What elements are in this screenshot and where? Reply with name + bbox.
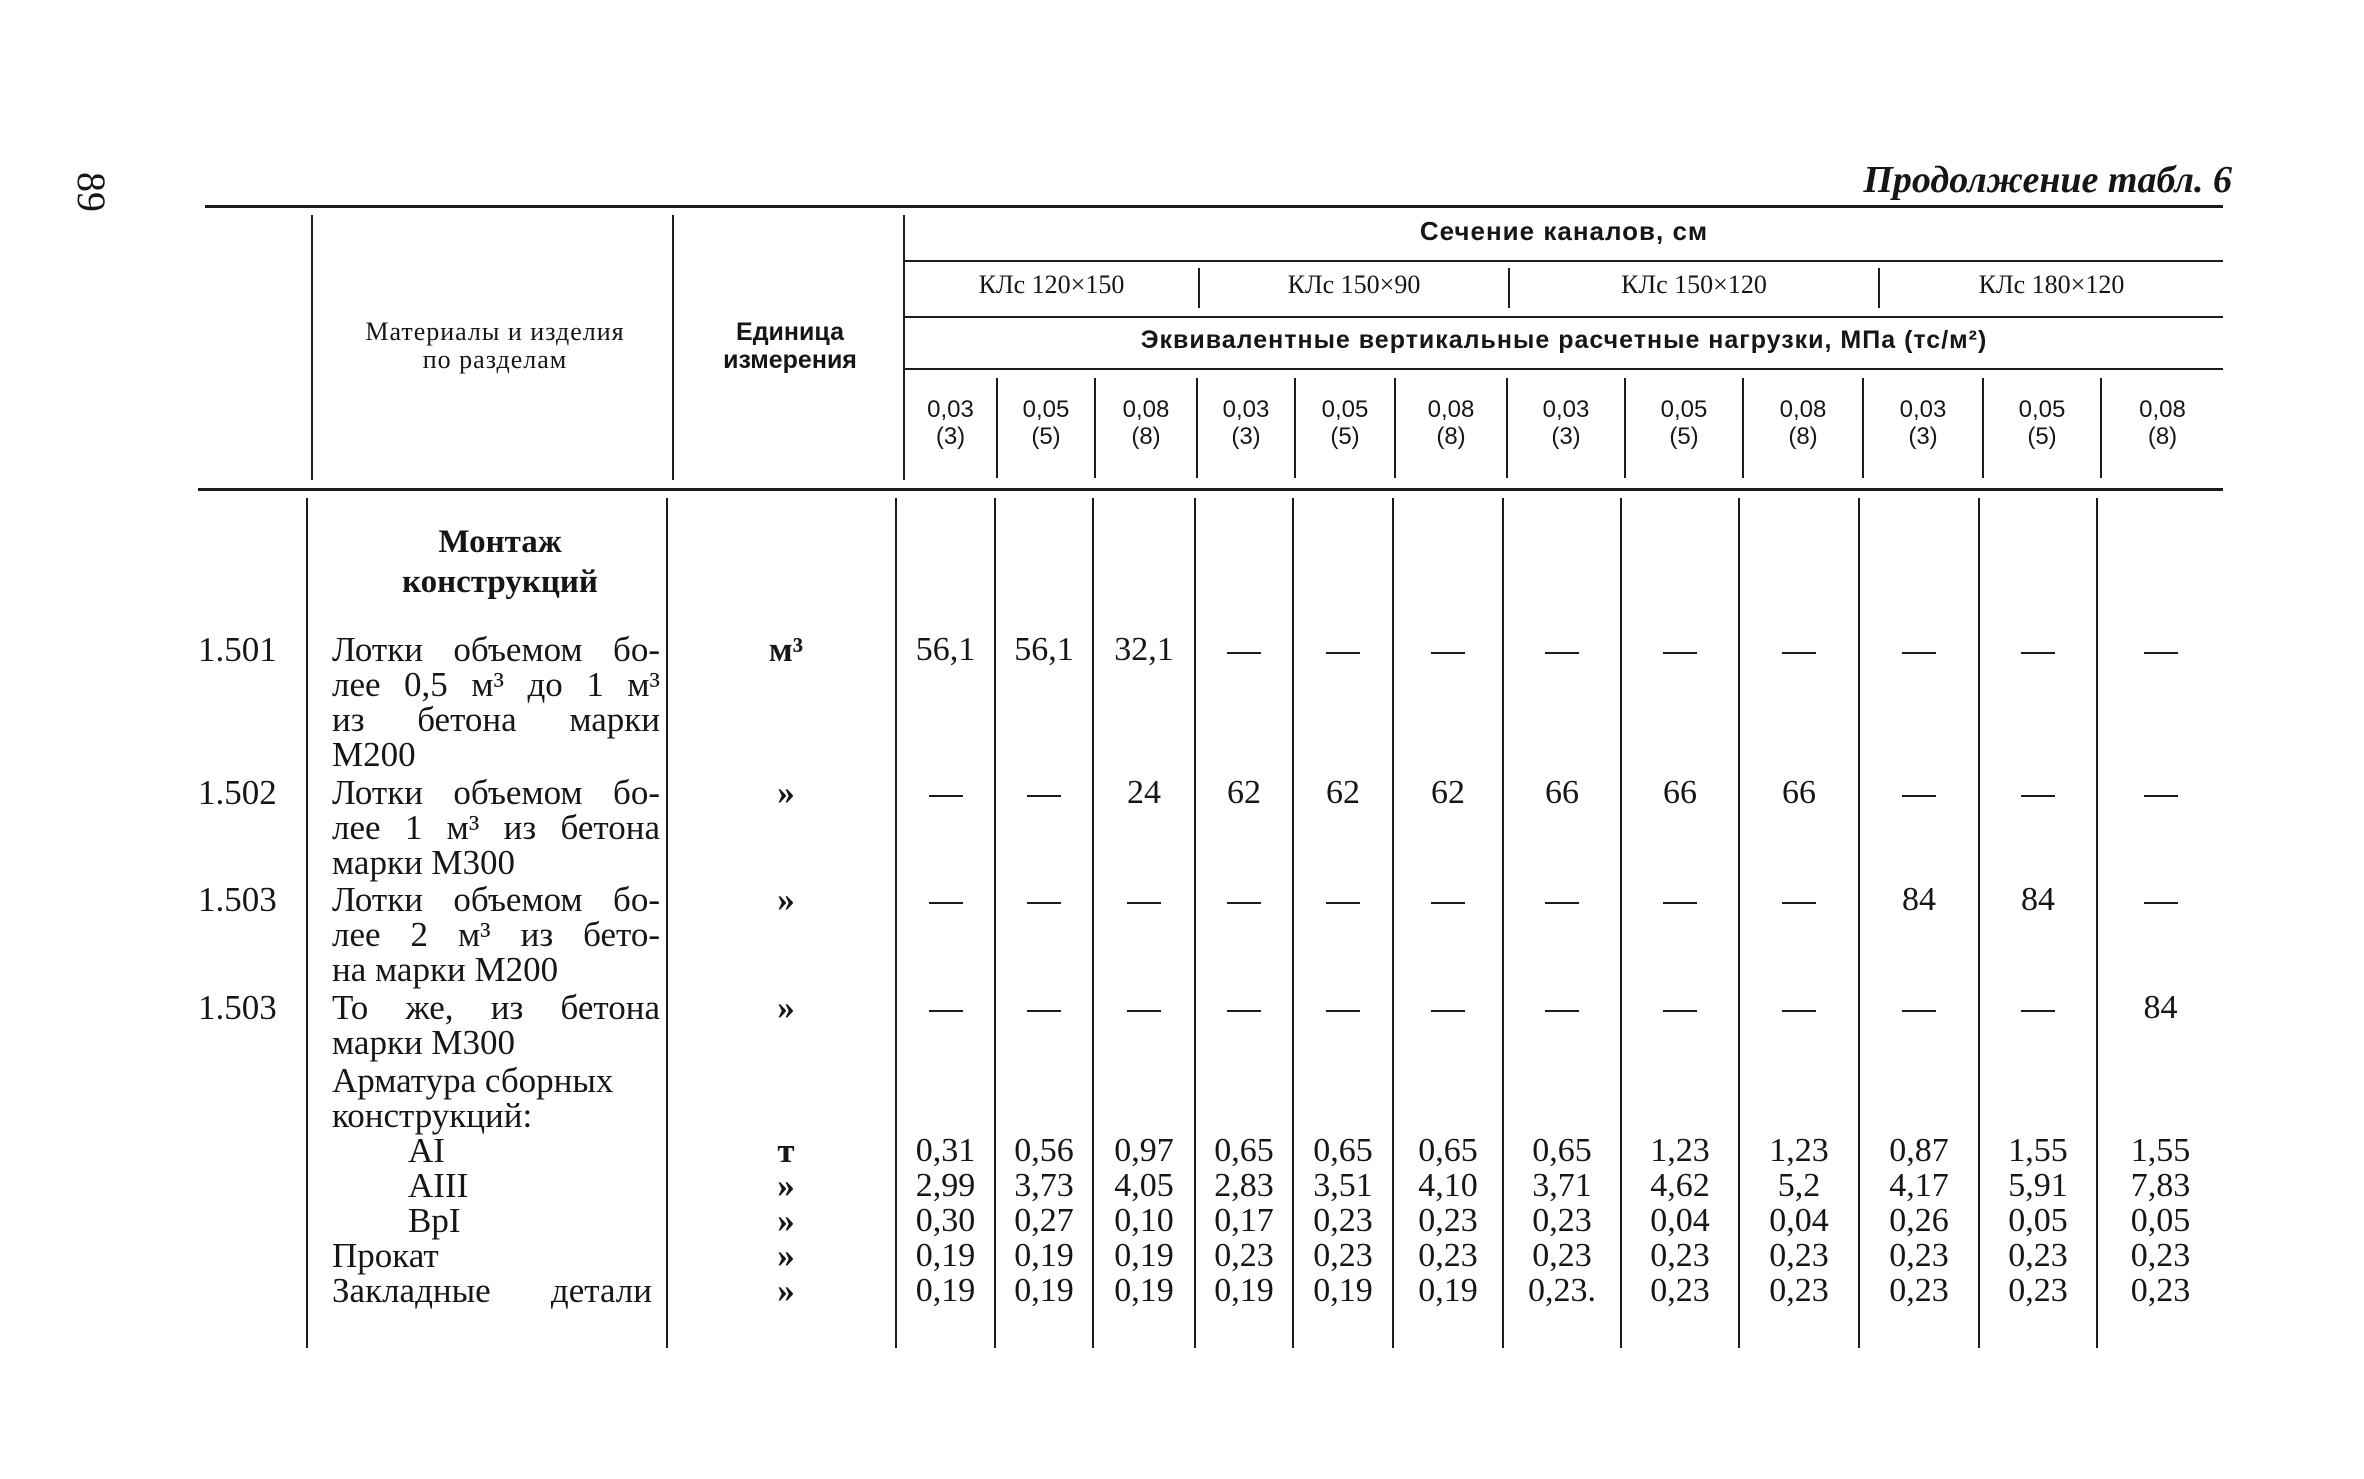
- load-col-5: 0,05 (5): [1321, 396, 1369, 450]
- value-cell: 0,19: [915, 1272, 976, 1309]
- value-cell: 0,65: [1313, 1132, 1373, 1169]
- value-cell: 0,23: [1313, 1202, 1373, 1239]
- value-dash: [2021, 795, 2055, 797]
- value-dash: [1227, 902, 1261, 904]
- value-cell: 2,99: [915, 1167, 976, 1204]
- value-cell: 0,05: [2130, 1202, 2191, 1239]
- value-cell: 0,31: [915, 1132, 976, 1169]
- group-header-4: КЛс 180×120: [1978, 270, 2125, 299]
- value-cell: 0,19: [915, 1237, 976, 1274]
- value-cell: 1,55: [2130, 1132, 2191, 1169]
- value-dash: [1902, 795, 1936, 797]
- value-cell: 84: [1902, 881, 1936, 918]
- value-cell: 24: [1127, 774, 1161, 811]
- section-title: Монтаж конструкций: [402, 524, 598, 600]
- value-dash: [1431, 902, 1465, 904]
- value-cell: 0,23: [1650, 1237, 1710, 1274]
- value-cell: 1,23: [1769, 1132, 1829, 1169]
- value-cell: 0,19: [1014, 1272, 1074, 1309]
- armature-unit: »: [777, 1236, 795, 1275]
- loads-header: Эквивалентные вертикальные расчетные нагрузки, МПа (тс/м²): [1140, 326, 1988, 354]
- row-position: 1.502: [198, 773, 277, 812]
- value-cell: 0,23: [1532, 1237, 1592, 1274]
- load-col-7: 0,03 (3): [1542, 396, 1590, 450]
- groups-rule: [905, 316, 2223, 318]
- value-dash: [1782, 652, 1816, 654]
- value-cell: 84: [2021, 881, 2055, 918]
- value-dash: [1127, 1010, 1161, 1012]
- value-cell: 62: [1326, 774, 1360, 811]
- value-dash: [1902, 652, 1936, 654]
- body-sep-2: [666, 498, 668, 1348]
- load-col-4: 0,03 (3): [1222, 396, 1270, 450]
- value-dash: [1027, 902, 1061, 904]
- load-col-8: 0,05 (5): [1660, 396, 1708, 450]
- value-cell: 0,23: [2130, 1237, 2191, 1274]
- value-dash: [1127, 902, 1161, 904]
- load-col-11: 0,05 (5): [2018, 396, 2066, 450]
- value-cell: 0,23: [2130, 1272, 2191, 1309]
- value-cell: 0,23: [1889, 1272, 1949, 1309]
- value-cell: 5,91: [2008, 1167, 2068, 1204]
- value-cell: 3,71: [1532, 1167, 1592, 1204]
- unit-header: Единица измерения: [723, 318, 857, 374]
- row-unit: »: [777, 880, 795, 919]
- value-cell: 66: [1663, 774, 1697, 811]
- value-cell: 0,04: [1650, 1202, 1710, 1239]
- value-cell: 0,23: [2008, 1237, 2068, 1274]
- row-position: 1.503: [198, 988, 277, 1027]
- value-cell: 0,04: [1769, 1202, 1829, 1239]
- row-position: 1.503: [198, 880, 277, 919]
- load-col-3: 0,08 (8): [1122, 396, 1170, 450]
- page-number: 89: [69, 172, 114, 212]
- value-cell: 0,23: [1889, 1237, 1949, 1274]
- value-dash: [1027, 795, 1061, 797]
- value-dash: [929, 795, 963, 797]
- value-dash: [1326, 1010, 1360, 1012]
- load-col-2: 0,05 (5): [1022, 396, 1070, 450]
- load-col-10: 0,03 (3): [1899, 396, 1947, 450]
- value-dash: [1663, 902, 1697, 904]
- value-dash: [1902, 1010, 1936, 1012]
- value-dash: [1545, 902, 1579, 904]
- value-cell: 1,23: [1650, 1132, 1710, 1169]
- value-cell: 0,19: [1214, 1272, 1274, 1309]
- value-cell: 66: [1782, 774, 1816, 811]
- value-cell: 0,10: [1114, 1202, 1174, 1239]
- value-cell: 0,23: [1418, 1237, 1478, 1274]
- value-dash: [2144, 795, 2178, 797]
- value-cell: 0,27: [1014, 1202, 1074, 1239]
- value-cell: 32,1: [1114, 631, 1174, 668]
- value-dash: [1782, 902, 1816, 904]
- loads-rule: [905, 368, 2223, 370]
- value-dash: [1663, 652, 1697, 654]
- value-cell: 0,19: [1114, 1272, 1174, 1309]
- value-dash: [1782, 1010, 1816, 1012]
- armature-name: Закладные детали: [332, 1271, 652, 1310]
- value-cell: 7,83: [2130, 1167, 2191, 1204]
- armature-unit: »: [777, 1166, 795, 1205]
- section-rule: [905, 260, 2223, 262]
- row-unit: »: [777, 773, 795, 812]
- row-description: Лотки объемом бо- лее 1 м³ из бетона марки М300: [332, 773, 660, 882]
- armature-title: Арматура сборных конструкций:: [332, 1061, 614, 1135]
- value-dash: [1431, 652, 1465, 654]
- header-sep-2: [672, 215, 674, 480]
- group-header-2: КЛс 150×90: [1287, 270, 1421, 299]
- value-dash: [2021, 652, 2055, 654]
- value-cell: 0,23: [1769, 1272, 1829, 1309]
- group-header-1: КЛс 120×150: [978, 270, 1125, 299]
- value-dash: [1027, 1010, 1061, 1012]
- value-cell: 0,23: [1650, 1272, 1710, 1309]
- top-rule: [205, 205, 2223, 208]
- value-cell: 0,23: [1313, 1237, 1373, 1274]
- value-cell: 0,30: [915, 1202, 976, 1239]
- value-cell: 0,65: [1418, 1132, 1478, 1169]
- value-dash: [1663, 1010, 1697, 1012]
- load-col-6: 0,08 (8): [1427, 396, 1475, 450]
- value-cell: 3,73: [1014, 1167, 1074, 1204]
- value-cell: 0,23.: [1528, 1272, 1596, 1309]
- value-dash: [1227, 1010, 1261, 1012]
- armature-unit: »: [777, 1271, 795, 1310]
- body-sep-1: [306, 498, 308, 1348]
- value-cell: 4,05: [1114, 1167, 1174, 1204]
- value-cell: 0,19: [1418, 1272, 1478, 1309]
- value-cell: 0,05: [2008, 1202, 2068, 1239]
- section-header: Сечение каналов, см: [1419, 216, 1709, 246]
- value-cell: 1,55: [2008, 1132, 2068, 1169]
- value-dash: [929, 1010, 963, 1012]
- armature-unit: »: [777, 1201, 795, 1240]
- header-bottom-rule: [198, 488, 2223, 491]
- value-dash: [1545, 1010, 1579, 1012]
- group-header-3: КЛс 150×120: [1621, 270, 1767, 299]
- value-cell: 5,2: [1777, 1167, 1821, 1204]
- value-dash: [1545, 652, 1579, 654]
- value-cell: 2,83: [1214, 1167, 1274, 1204]
- value-dash: [929, 902, 963, 904]
- value-cell: 0,65: [1532, 1132, 1592, 1169]
- row-description: Лотки объемом бо- лее 0,5 м³ до 1 м³ из бетона марки М200: [332, 630, 660, 774]
- value-dash: [1326, 652, 1360, 654]
- value-cell: 56,1: [915, 631, 976, 668]
- value-cell: 0,19: [1313, 1272, 1373, 1309]
- value-cell: 0,19: [1014, 1237, 1074, 1274]
- value-dash: [2144, 652, 2178, 654]
- value-cell: 0,23: [1769, 1237, 1829, 1274]
- value-cell: 62: [1431, 774, 1465, 811]
- value-dash: [1326, 902, 1360, 904]
- load-col-1: 0,03 (3): [927, 396, 974, 450]
- armature-name: AIII: [408, 1166, 469, 1205]
- row-unit: м³: [768, 630, 804, 669]
- value-dash: [1227, 652, 1261, 654]
- load-col-12: 0,08 (8): [2139, 396, 2186, 450]
- row-description: Лотки объемом бо- лее 2 м³ из бето- на марки М200: [332, 880, 660, 989]
- value-cell: 56,1: [1014, 631, 1074, 668]
- value-dash: [2021, 1010, 2055, 1012]
- armature-name: AI: [408, 1131, 445, 1170]
- value-cell: 3,51: [1313, 1167, 1373, 1204]
- armature-unit: т: [777, 1131, 795, 1170]
- value-cell: 0,65: [1214, 1132, 1274, 1169]
- value-cell: 0,23: [1214, 1237, 1274, 1274]
- armature-name: BpI: [408, 1201, 461, 1240]
- header-sep-1: [311, 215, 313, 480]
- row-unit: »: [777, 988, 795, 1027]
- value-dash: [1431, 1010, 1465, 1012]
- value-cell: 0,97: [1114, 1132, 1174, 1169]
- value-cell: 0,87: [1889, 1132, 1949, 1169]
- continuation-title: Продолжение табл. 6: [1863, 159, 2232, 201]
- value-cell: 4,10: [1418, 1167, 1478, 1204]
- value-cell: 84: [2143, 989, 2178, 1026]
- value-cell: 4,17: [1889, 1167, 1949, 1204]
- armature-name: Прокат: [332, 1236, 439, 1275]
- materials-header: Материалы и изделия по разделам: [365, 317, 625, 374]
- value-cell: 0,23: [2008, 1272, 2068, 1309]
- value-cell: 0,19: [1114, 1237, 1174, 1274]
- value-cell: 62: [1227, 774, 1261, 811]
- value-cell: 4,62: [1650, 1167, 1710, 1204]
- value-cell: 0,23: [1532, 1202, 1592, 1239]
- value-cell: 66: [1545, 774, 1579, 811]
- row-position: 1.501: [198, 630, 277, 669]
- row-description: То же, из бетона марки М300: [332, 988, 660, 1062]
- value-dash: [2144, 902, 2178, 904]
- load-col-9: 0,08 (8): [1779, 396, 1827, 450]
- value-cell: 0,17: [1214, 1202, 1274, 1239]
- value-cell: 0,23: [1418, 1202, 1478, 1239]
- value-cell: 0,26: [1889, 1202, 1949, 1239]
- value-cell: 0,56: [1014, 1132, 1074, 1169]
